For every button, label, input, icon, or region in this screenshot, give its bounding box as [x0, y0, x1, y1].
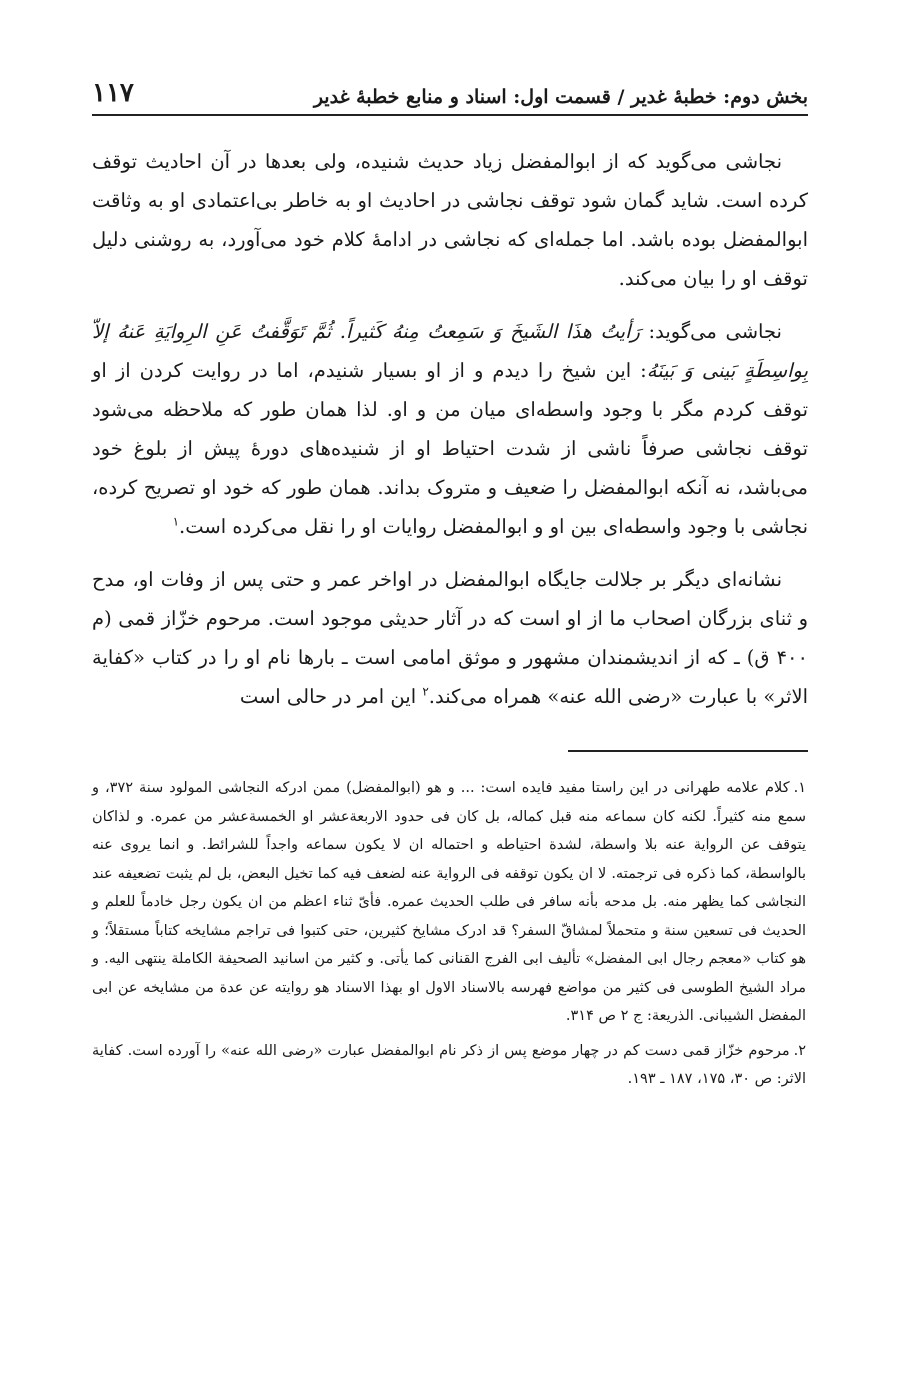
footnote-ref-2[interactable]: ۲ [422, 684, 429, 699]
footnote-1-text: کلام علامه طهرانی در این راستا مفید فایده است: ... و هو (ابوالمفضل) ممن ادرکه النجاشی المولود سنة ۳۷۲، و سمع منه کثیراً. لکنه کان سماعه منه قبل کماله، بل کان فی حدود الاربعةعشر او الخمسةعشر من عمره. و لذاکان یتوقف عن الروایة عنه بلا واسطة، لشدة احتیاطه و احتماله ان لا یکون سماعه واجداً للشرائط. و انما یروی عنه بالواسطة، کما ذکره فی ترجمته. لا ان یکون توقفه فی الروایة عنه لضعف فیه کما تخیل البعض، بل لم یثبت تضعیفه عند النجاشی کما یظهر منه. بل مدحه بأنه سافر فی طلب الحدیث عمره. فأیّ ثناء اعظم من ان یکون رجل خادماً للعلم و الحدیث فی تسعین سنة و متحملاً لمشاقّ السفر؟ قد ادرک مشایخ کثیرین، حتی کتبوا فی تراجم مشایخه کتاباً مستقلاً؛ و هو کتاب «معجم رجال ابی المفضل» تألیف ابی الفرج القنانی کما یأتی. و کثیر من اسانید الصحیفة الکاملة ینتهی الیه. و مراد الشیخ الطوسی فی کثیر من مواضع فهرسه بالاسناد الاول او بهذا الاسناد هو روایته عن عدة من مشایخه عن ابی المفضل الشیبانی. الذریعة: ج ۲ ص ۳۱۴. [92, 780, 806, 1024]
paragraph-3 [92, 560, 808, 716]
body-text [92, 142, 808, 716]
footnote-ref-1[interactable]: ۱ [172, 514, 180, 529]
footnote-2-text: مرحوم خزّاز قمی دست کم در چهار موضع پس از ذکر نام ابوالمفضل عبارت «رضی الله عنه» را آورده است. کفایة الاثر: ص ۳۰، ۱۷۵، ۱۸۷ ـ ۱۹۳. [92, 1042, 806, 1087]
paragraph-3-text: نشانه‌ای دیگر بر جلالت جایگاه ابوالمفضل در اواخر عمر و حتی پس از وفات او، مدح و ثنای بزرگان اصحاب ما از او است که در آثار حدیثی موجود است. مرحوم خزّاز قمی (م ۴۰۰ ق) ـ که از اندیشمندان مشهور و موثق امامی است ـ بارها نام او را در کتاب «کفایة الاثر» با عبارت «رضی الله عنه» همراه می‌کند. [92, 568, 808, 708]
running-head: بخش دوم: خطبهٔ غدیر / قسمت اول: اسناد و منابع خطبهٔ غدیر [313, 86, 808, 108]
footnote-2 [92, 1037, 808, 1094]
footnote-1-number: ۱. [793, 780, 807, 796]
footnote-divider [568, 750, 808, 752]
footnotes [92, 774, 808, 1094]
footnote-1 [92, 774, 808, 1031]
arabic-quote: رَأیتُ هذَا الشَیخَ وَ سَمِعتُ مِنهُ کَثیراً. ثُمَّ تَوَقَّفتُ عَنِ الرِوایَةِ عَنهُ إلاّ بِواسِطَةٍ بَینی وَ بَینَهُ [92, 320, 808, 382]
book-page [92, 62, 808, 1100]
paragraph-2-lead: نجاشی می‌گوید: [639, 320, 782, 343]
footnote-2-number: ۲. [793, 1042, 806, 1059]
paragraph-2 [92, 312, 808, 546]
paragraph-1 [92, 142, 808, 298]
paragraph-1-text: نجاشی می‌گوید که از ابوالمفضل زیاد حدیث شنیده، ولی بعدها در آن احادیث توقف کرده است. شاید گمان شود توقف نجاشی در احادیث او به خاطر بی‌اعتمادی او به وثاقت ابوالمفضل بوده باشد. اما جمله‌ای که نجاشی در ادامهٔ کلام خود می‌آورد، به روشنی دلیل توقف او را بیان می‌کند. [92, 150, 808, 290]
page-header [92, 62, 808, 116]
page-number: ۱۱۷ [92, 78, 134, 108]
paragraph-3-tail: این امر در حالی است [239, 685, 423, 708]
paragraph-2-text: : این شیخ را دیدم و از او بسیار شنیدم، اما در روایت کردن از او توقف کردم مگر با وجود واسطه‌ای میان من و او. لذا همان طور که ملاحظه می‌شود توقف نجاشی صرفاً ناشی از شدت احتیاط او از شنیده‌های دورهٔ پیش از بلوغ خود می‌باشد، نه آنکه ابوالمفضل را ضعیف و متروک بداند. همان طور که خود او تصریح کرده، نجاشی با وجود واسطه‌ای بین او و ابوالمفضل روایات او را نقل می‌کرده است. [92, 359, 808, 538]
